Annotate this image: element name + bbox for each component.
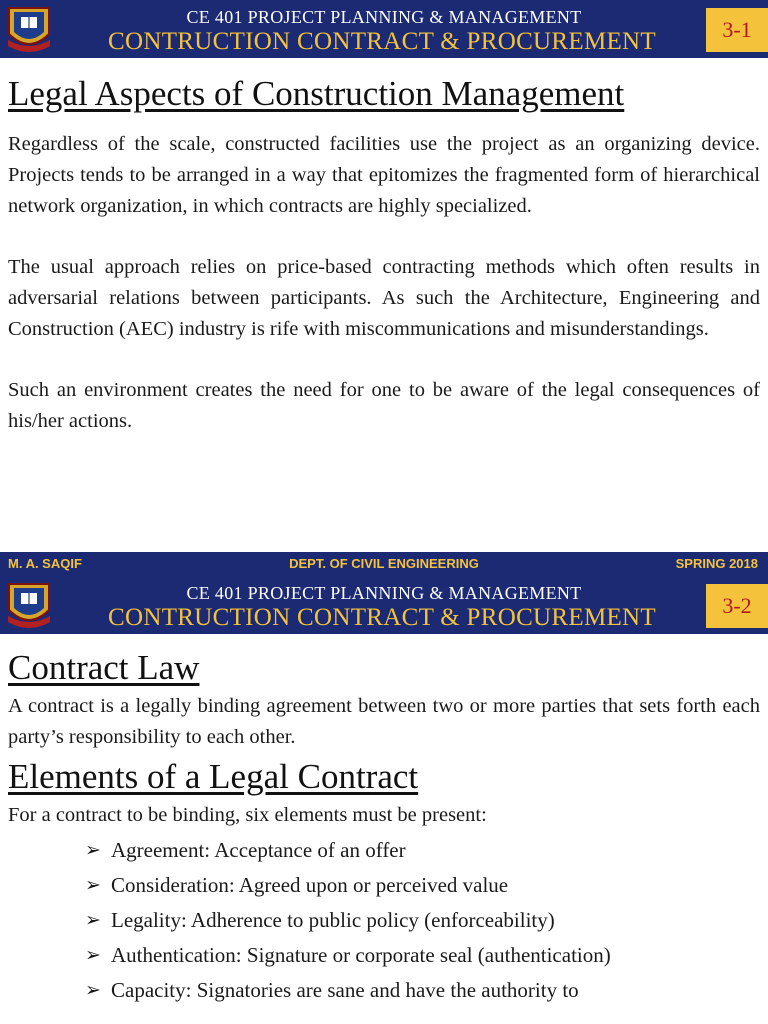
slide-number: 3-1 xyxy=(706,8,768,52)
list-item xyxy=(85,868,760,903)
slide1-footer xyxy=(0,552,768,576)
list-item-text: Legality: Adherence to public policy (enforceability) xyxy=(111,908,555,932)
list-item-text: Capacity: Signatories are sane and have the authority to xyxy=(111,978,579,1002)
list-item-text: Consideration: Agreed upon or perceived value xyxy=(111,873,509,897)
course-title: CE 401 PROJECT PLANNING & MANAGEMENT xyxy=(186,7,582,27)
slide1-body xyxy=(8,129,760,437)
arrow-bullet-icon: ➢ xyxy=(85,909,101,931)
slide2-intro xyxy=(8,691,760,753)
list-item-text: Authentication: Signature or corporate seal (authentication) xyxy=(111,943,611,967)
footer-term: SPRING 2018 xyxy=(675,556,758,571)
slide2-title: Contract Law xyxy=(8,648,200,687)
paragraph-1: Regardless of the scale, constructed facilities use the project as an organizing device. Projects tends to be arranged in a way that epitomizes the fragmented form of hierarchical network organization, in which contracts are highly specialized. xyxy=(8,133,760,217)
arrow-bullet-icon: ➢ xyxy=(85,944,101,966)
list-item xyxy=(85,903,760,938)
list-item xyxy=(85,938,760,973)
arrow-bullet-icon: ➢ xyxy=(85,979,101,1001)
slide-number: 3-2 xyxy=(706,584,768,628)
paragraph-2: The usual approach relies on price-based contracting methods which often results in adversarial relations between participants. As such the Architecture, Engineering and Construction (AEC) industry is rife with miscommunications and misunderstandings. xyxy=(8,256,760,340)
elements-list xyxy=(85,833,760,1008)
slide1-header xyxy=(0,0,768,58)
paragraph-3: Such an environment creates the need for one to be aware of the legal consequences of his/her actions. xyxy=(8,379,760,432)
arrow-bullet-icon: ➢ xyxy=(85,874,101,896)
slide1-title: Legal Aspects of Construction Management xyxy=(8,74,625,113)
topic-title: CONTRUCTION CONTRACT & PROCUREMENT xyxy=(108,28,656,55)
course-title: CE 401 PROJECT PLANNING & MANAGEMENT xyxy=(186,583,582,603)
elements-heading: Elements of a Legal Contract xyxy=(8,757,419,796)
elements-lead xyxy=(8,800,760,831)
list-item xyxy=(85,833,760,868)
footer-author: M. A. SAQIF xyxy=(8,556,82,571)
topic-title: CONTRUCTION CONTRACT & PROCUREMENT xyxy=(108,604,656,631)
list-item-text: Agreement: Acceptance of an offer xyxy=(111,838,406,862)
list-item xyxy=(85,973,760,1008)
slide2-header xyxy=(0,576,768,634)
footer-department: DEPT. OF CIVIL ENGINEERING xyxy=(289,556,479,571)
contract-definition: A contract is a legally binding agreement between two or more parties that sets forth each party’s responsibility to each other. xyxy=(8,695,760,748)
lead-text: For a contract to be binding, six elements must be present: xyxy=(8,804,487,826)
arrow-bullet-icon: ➢ xyxy=(85,839,101,861)
